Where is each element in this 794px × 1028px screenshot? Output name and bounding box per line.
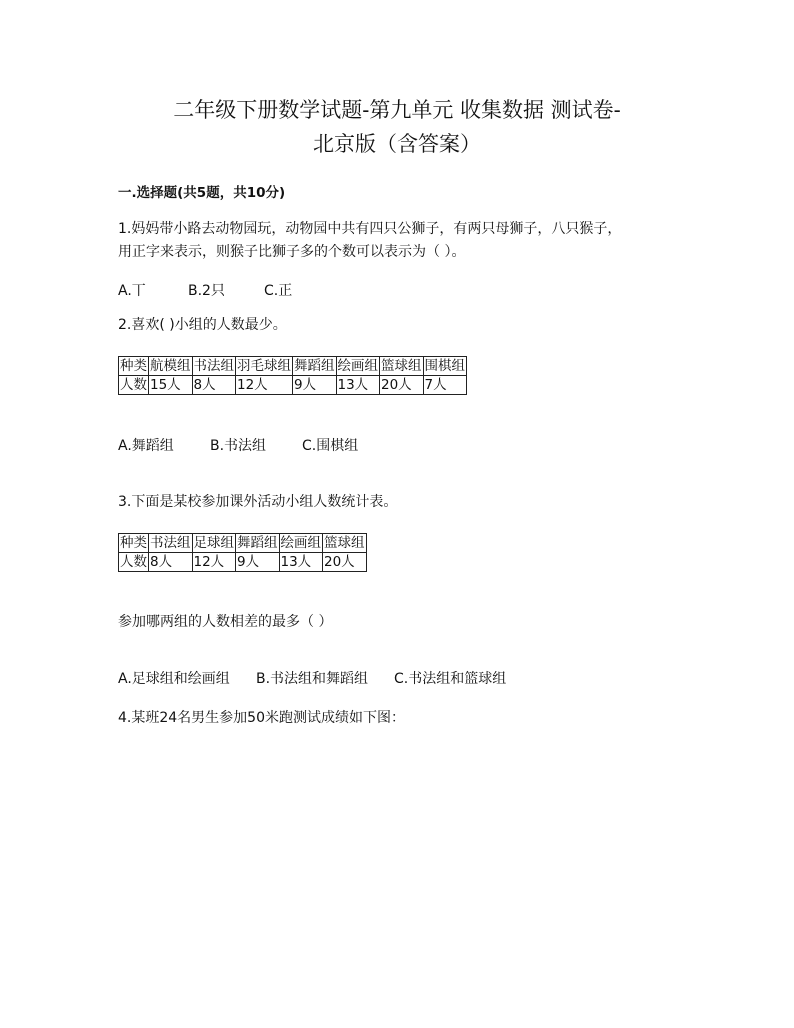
table-cell: 篮球组 — [324, 535, 365, 551]
table-cell: 9人 — [293, 376, 337, 395]
q1-option-c[interactable]: C.正 — [264, 283, 293, 299]
table-cell: 书法组 — [150, 535, 191, 551]
table-cell: 种类 — [120, 358, 147, 374]
table-cell: 书法组 — [193, 358, 234, 374]
table-cell: 13人 — [336, 376, 380, 395]
q1-option-a[interactable]: A.丅 — [118, 283, 146, 299]
table-cell: 20人 — [380, 376, 424, 395]
section-heading: 一.选择题(共5题，共10分) — [118, 185, 286, 201]
table-cell: 20人 — [323, 553, 367, 572]
table-cell: 8人 — [192, 376, 236, 395]
page-title-line-1: 二年级下册数学试题-第九单元 收集数据 测试卷- — [173, 98, 621, 122]
table-cell: 12人 — [236, 376, 293, 395]
q3-text: 3.下面是某校参加课外活动小组人数统计表。 — [118, 494, 398, 510]
table-cell: 人数 — [120, 377, 147, 393]
q2-options — [118, 436, 358, 456]
q2-text: 2.喜欢( )小组的人数最少。 — [118, 317, 287, 333]
table-cell: 15人 — [149, 376, 193, 395]
table-cell: 9人 — [236, 553, 280, 572]
q3-options — [118, 669, 506, 689]
table-cell: 围棋组 — [424, 358, 465, 374]
table-cell: 13人 — [279, 553, 323, 572]
table-cell: 足球组 — [193, 535, 234, 551]
q3-option-b[interactable]: B.书法组和舞蹈组 — [256, 671, 369, 687]
q3-table-value-row — [119, 553, 367, 572]
q3-option-a[interactable]: A.足球组和绘画组 — [118, 671, 230, 687]
q3-table-header-row — [119, 534, 367, 553]
table-cell: 舞蹈组 — [294, 358, 335, 374]
table-cell: 航模组 — [150, 358, 191, 374]
q3-question: 参加哪两组的人数相差的最多（ ） — [118, 614, 333, 630]
q3-option-c[interactable]: C.书法组和篮球组 — [394, 671, 507, 687]
q2-table-value-row — [119, 376, 467, 395]
q1-options — [118, 281, 292, 301]
table-cell: 绘画组 — [337, 358, 378, 374]
q1-option-b[interactable]: B.2只 — [188, 283, 225, 299]
q3-table — [118, 533, 367, 572]
q4-text: 4.某班24名男生参加50米跑测试成绩如下图： — [118, 710, 405, 726]
table-cell: 绘画组 — [280, 535, 321, 551]
q2-option-a[interactable]: A.舞蹈组 — [118, 438, 174, 454]
table-cell: 12人 — [192, 553, 236, 572]
page-title-line-2: 北京版（含答案） — [313, 132, 481, 156]
table-cell: 8人 — [149, 553, 193, 572]
q2-option-c[interactable]: C.围棋组 — [302, 438, 359, 454]
table-cell: 舞蹈组 — [237, 535, 278, 551]
table-cell: 篮球组 — [381, 358, 422, 374]
q1-line-2: 用正字来表示，则猴子比狮子多的个数可以表示为（ ）。 — [118, 244, 466, 260]
q1-line-1: 1.妈妈带小路去动物园玩，动物园中共有四只公狮子，有两只母狮子，八只猴子， — [118, 221, 622, 237]
q2-table — [118, 356, 467, 395]
table-cell: 羽毛球组 — [237, 358, 291, 374]
q2-table-header-row — [119, 357, 467, 376]
table-cell: 人数 — [120, 554, 147, 570]
q2-option-b[interactable]: B.书法组 — [210, 438, 267, 454]
table-cell: 种类 — [120, 535, 147, 551]
table-cell: 7人 — [423, 376, 467, 395]
